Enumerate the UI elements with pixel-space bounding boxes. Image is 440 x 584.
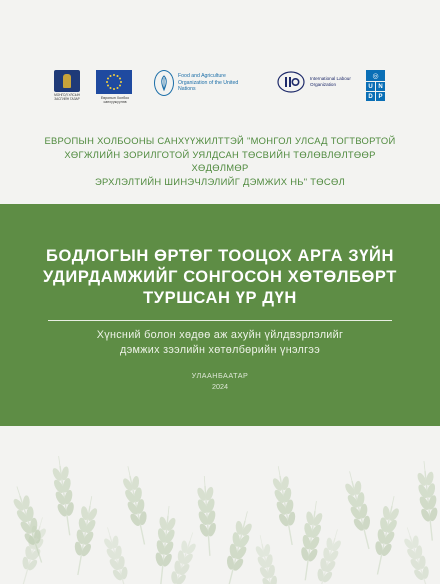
project-caption xyxy=(40,134,400,188)
title-band xyxy=(0,204,440,426)
undp-letter: D xyxy=(366,92,375,101)
fao-name: Food and Agriculture Organization of the United Nations xyxy=(178,73,239,93)
wheat-illustration xyxy=(0,426,440,584)
mongolia-emblem-icon xyxy=(54,70,80,92)
ilo-emblem-icon xyxy=(276,70,306,94)
undp-letter: N xyxy=(376,82,385,91)
partner-logos xyxy=(0,70,440,110)
project-caption-line: ХӨГЖЛИЙН ЗОРИЛГОТОЙ УЯЛДСАН ТӨСВИЙН ТӨЛӨВЛӨЛТӨӨР ХӨДӨЛМӨР xyxy=(64,148,376,174)
report-subtitle-line: Хүнсний болон хөдөө аж ахуйн үйлдвэрлэлийг xyxy=(96,329,344,341)
report-title-line: ТУРШСАН ҮР ДҮН xyxy=(143,289,297,307)
mongolia-logo-caption: МОНГОЛ УЛСЫН ЗАСГИЙН ГАЗАР xyxy=(54,93,80,101)
eu-logo xyxy=(96,70,134,104)
fao-logo xyxy=(154,70,254,96)
fao-emblem-icon xyxy=(154,70,174,96)
undp-letter: P xyxy=(376,92,385,101)
ilo-name: International Labour Organization xyxy=(310,76,351,87)
report-title xyxy=(30,246,410,309)
project-caption-line: ЭРХЛЭЛТИЙН ШИНЭЧЛЭЛИЙГ ДЭМЖИХ НЬ" ТӨСӨЛ xyxy=(94,175,346,187)
mongolia-emblem-logo xyxy=(52,70,82,101)
undp-letter: U xyxy=(366,82,375,91)
ilo-logo xyxy=(276,70,356,94)
eu-logo-caption: Европын Холбоо санхүүжүүлэв xyxy=(100,96,130,104)
report-title-line: УДИРДАМЖИЙГ СОНГОСОН ХӨТӨЛБӨРТ xyxy=(43,268,397,286)
un-globe-icon: ◎ xyxy=(366,70,385,81)
report-subtitle-line: дэмжих зээлийн хөтөлбөрийн үнэлгээ xyxy=(119,344,321,356)
project-caption-line: ЕВРОПЫН ХОЛБООНЫ САНХҮҮЖИЛТТЭЙ "МОНГОЛ УЛСАД ТОГТВОРТОЙ xyxy=(44,135,396,146)
eu-flag-icon xyxy=(96,70,132,94)
report-subtitle xyxy=(40,328,400,358)
publication-city: УЛААНБААТАР xyxy=(191,371,249,380)
report-title-line: БОДЛОГЫН ӨРТӨГ ТООЦОХ АРГА ЗҮЙН xyxy=(46,247,394,265)
publication-year: 2024 xyxy=(212,382,228,391)
undp-logo xyxy=(366,70,386,102)
title-divider xyxy=(48,320,392,321)
